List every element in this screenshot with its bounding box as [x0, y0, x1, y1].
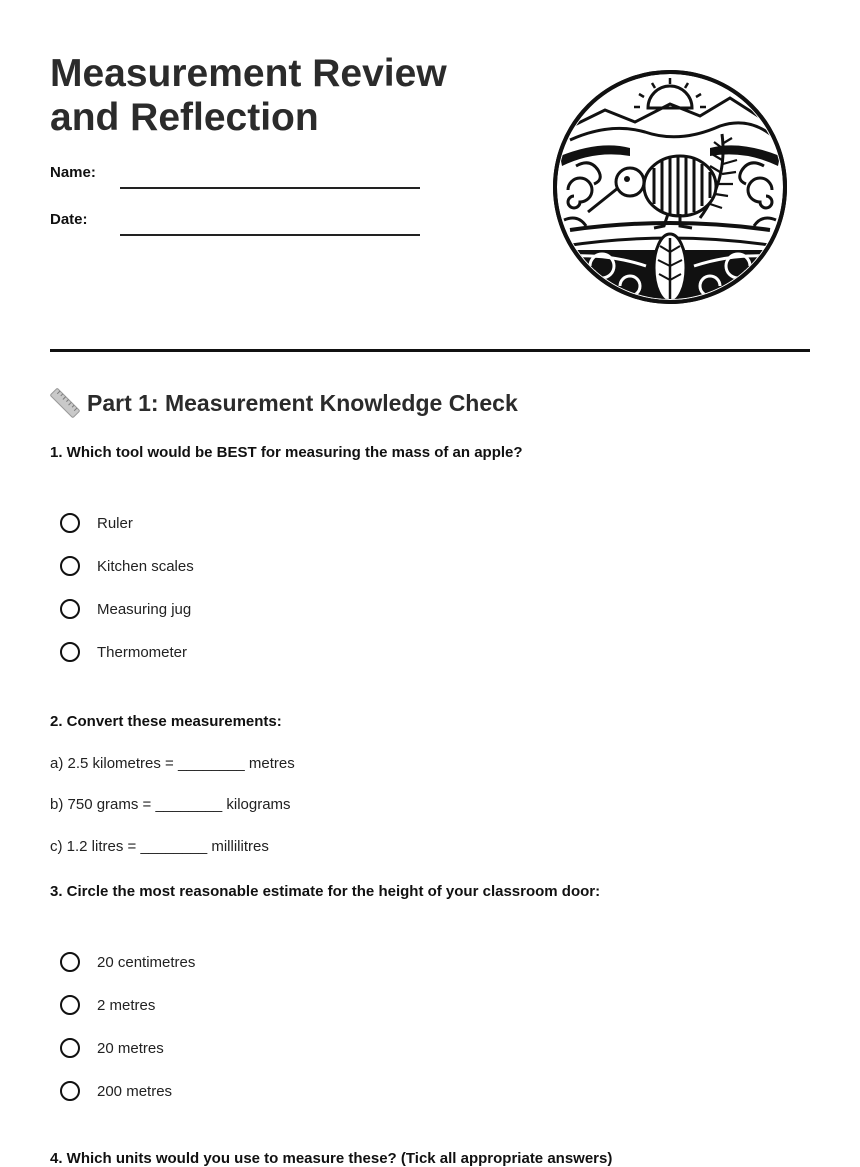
- option-label: Kitchen scales: [97, 557, 194, 575]
- option-label: 20 metres: [97, 1039, 164, 1057]
- q3-option-20-metres[interactable]: [60, 1036, 164, 1060]
- radio-button[interactable]: [60, 995, 80, 1015]
- name-field[interactable]: [120, 187, 420, 189]
- q1-option-thermometer[interactable]: [60, 640, 187, 664]
- conversion-item-b[interactable]: b) 750 grams = ________ kilograms: [50, 796, 291, 813]
- section-divider: [50, 349, 810, 352]
- radio-button[interactable]: [60, 952, 80, 972]
- option-label: 20 centimetres: [97, 953, 196, 971]
- radio-button[interactable]: [60, 1081, 80, 1101]
- radio-button[interactable]: [60, 599, 80, 619]
- option-label: 2 metres: [97, 996, 156, 1014]
- kiwi-emblem-logo: [550, 70, 790, 304]
- date-field[interactable]: [120, 234, 420, 236]
- radio-button[interactable]: [60, 1038, 80, 1058]
- q3-option-200-metres[interactable]: [60, 1079, 172, 1103]
- date-label: Date:: [50, 211, 88, 228]
- part1-heading-text: Part 1: Measurement Knowledge Check: [87, 390, 518, 416]
- conversion-item-c[interactable]: c) 1.2 litres = ________ millilitres: [50, 838, 269, 855]
- name-label: Name:: [50, 164, 96, 181]
- question-2: 2. Convert these measurements:: [50, 713, 282, 730]
- question-1: 1. Which tool would be BEST for measuring the mass of an apple?: [50, 444, 523, 461]
- radio-button[interactable]: [60, 556, 80, 576]
- q3-option-20-centimetres[interactable]: [60, 950, 195, 974]
- q3-option-2-metres[interactable]: [60, 993, 155, 1017]
- ruler-icon: [50, 388, 80, 418]
- option-label: Ruler: [97, 514, 133, 532]
- title-line-1: Measurement Review: [50, 52, 447, 95]
- option-label: 200 metres: [97, 1082, 173, 1100]
- radio-button[interactable]: [60, 642, 80, 662]
- part1-heading: [50, 388, 518, 418]
- q1-option-ruler[interactable]: [60, 511, 133, 535]
- conversion-item-a[interactable]: a) 2.5 kilometres = ________ metres: [50, 755, 295, 772]
- question-4: 4. Which units would you use to measure these? (Tick all appropriate answers): [50, 1150, 613, 1167]
- q1-option-measuring-jug[interactable]: [60, 597, 191, 621]
- option-label: Thermometer: [97, 643, 188, 661]
- page-title: [50, 52, 490, 140]
- q1-option-kitchen-scales[interactable]: [60, 554, 194, 578]
- title-line-2: and Reflection: [50, 96, 319, 139]
- option-label: Measuring jug: [97, 600, 192, 618]
- radio-button[interactable]: [60, 513, 80, 533]
- question-3: 3. Circle the most reasonable estimate for the height of your classroom door:: [50, 883, 601, 900]
